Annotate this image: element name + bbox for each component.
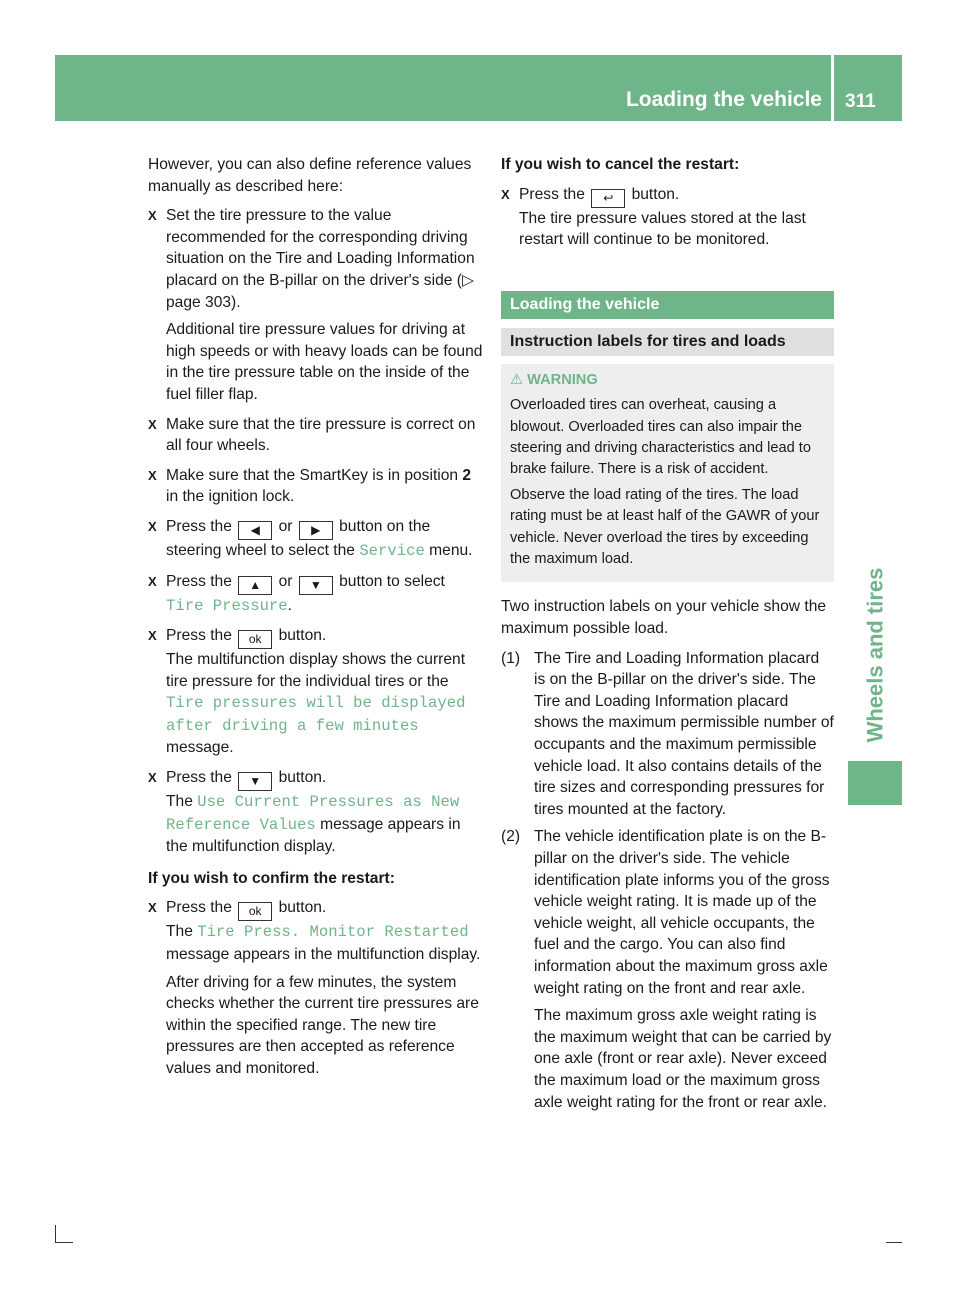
step-item xyxy=(501,184,834,251)
warning-header xyxy=(510,370,826,391)
step-text: The xyxy=(166,923,193,941)
page-title: Loading the vehicle xyxy=(625,88,822,111)
step-item xyxy=(148,414,483,457)
item-text: The vehicle identification plate is on the B-pillar on the driver's side. The vehicle identification plate informs you of the gross vehicle weight rating. It is made up of the vehicle weight, all vehicle occupants, the fuel and the cargo. You can also find information about the maximum gross axle weight rating on the front and rear axle. xyxy=(534,828,830,997)
step-arrow-icon: X xyxy=(148,770,157,786)
step-item xyxy=(148,897,483,1079)
side-tab-label: Wheels and tires xyxy=(862,567,887,743)
subsection-heading: Instruction labels for tires and loads xyxy=(501,328,834,356)
warning-icon: ⚠ xyxy=(510,371,524,388)
step-text: button. xyxy=(278,627,327,645)
left-arrow-key-icon: ◀ xyxy=(238,521,272,540)
cancel-heading: If you wish to cancel the restart: xyxy=(501,156,740,173)
display-message: Tire Press. Monitor Restarted xyxy=(197,923,469,942)
step-text: or xyxy=(278,572,293,590)
step-text: Press the xyxy=(519,185,585,203)
page-ref-icon: ▷ xyxy=(461,271,474,289)
crop-mark xyxy=(886,1242,902,1243)
step-text: button. xyxy=(278,899,327,917)
step-text: Make sure that the SmartKey is in position xyxy=(166,466,463,484)
step-text: The multifunction display shows the current tire pressure for the individual tires or the xyxy=(166,651,466,690)
step-text: button on the steering wheel to select the xyxy=(166,517,431,559)
step-text: Press the xyxy=(166,517,232,535)
crop-mark xyxy=(55,1242,73,1243)
step-arrow-icon: X xyxy=(148,208,157,224)
up-arrow-key-icon: ▲ xyxy=(238,576,272,595)
warning-text: Observe the load rating of the tires. The load rating must be at least half of the GAWR of your vehicle. Never overload the tires by exceeding the maximum load. xyxy=(510,486,820,568)
step-text: message appears in the multifunction display. xyxy=(166,815,461,856)
step-item xyxy=(148,516,483,563)
header-bar xyxy=(55,55,902,121)
step-item xyxy=(148,625,483,759)
step-item: X Press the ▲ or ▼ button to select Tire Pressure. xyxy=(148,572,445,615)
step-arrow-icon: X xyxy=(148,628,157,644)
step-text: button. xyxy=(278,769,327,787)
step-text: button to select xyxy=(339,572,445,590)
warning-label: WARNING xyxy=(527,371,598,388)
labels-intro: Two instruction labels on your vehicle show the maximum possible load. xyxy=(501,598,827,638)
display-message: Use Current Pressures as New Reference Values xyxy=(166,793,460,834)
step-item xyxy=(148,205,483,405)
numbered-item xyxy=(501,648,834,821)
down-arrow-key-icon: ▼ xyxy=(299,576,333,595)
step-text: Press the xyxy=(166,899,232,917)
item-text: The maximum gross axle weight rating is the maximum weight that can be carried by one axle (front or rear axle). Never exceed the maximum load or the maximum gross axle weight rating for the front or rear axle. xyxy=(534,1007,832,1111)
back-key-icon: ↩ xyxy=(591,189,625,208)
step-item xyxy=(148,767,483,858)
step-arrow-icon: X xyxy=(148,518,157,534)
numbered-item xyxy=(501,826,834,1113)
warning-box xyxy=(501,364,834,583)
step-text: Press the xyxy=(166,572,232,590)
step-text: message appears in the multifunction display. xyxy=(166,946,481,964)
step-text: or xyxy=(278,517,293,535)
side-tab xyxy=(845,560,905,750)
right-arrow-key-icon: ▶ xyxy=(299,521,333,540)
header-divider xyxy=(831,55,834,121)
left-column xyxy=(148,154,483,1088)
step-text: The tire pressure values stored at the last restart will continue to be monitored. xyxy=(519,209,806,249)
step-arrow-icon: X xyxy=(148,573,157,589)
step-text: Press the xyxy=(166,769,232,787)
step-arrow-icon: X xyxy=(148,467,157,483)
menu-tire-pressure: Tire Pressure xyxy=(166,596,288,615)
step-text: Make sure that the tire pressure is correct on all four wheels. xyxy=(166,415,476,455)
step-text: in the ignition lock. xyxy=(166,488,295,506)
ok-key-icon: ok xyxy=(238,630,272,649)
confirm-heading: If you wish to confirm the restart: xyxy=(148,869,395,887)
menu-service: Service xyxy=(359,541,425,560)
item-text: The Tire and Loading Information placard is on the B-pillar on the driver's side. The Tire and Loading Information placard shows the maximum permissible number of occupants and the maximum permissible vehicle load. It also contains details of the tire sizes and corresponding pressures for tires mounted at the factory. xyxy=(534,649,834,818)
warning-text: Overloaded tires can overheat, causing a blowout. Overloaded tires can also impair the steering and driving characteristics and lead to brake failure. There is a risk of accident. xyxy=(510,397,811,478)
page-number: 311 xyxy=(845,91,876,112)
step-text: button. xyxy=(631,185,680,203)
step-text: Set the tire pressure to the value recommended for the corresponding driving situation on the Tire and Loading Information placard on the B-pillar on the driver's side ( xyxy=(166,207,475,289)
step-arrow-icon: X xyxy=(148,416,157,432)
right-column xyxy=(501,154,834,1119)
page-ref-link[interactable]: page 303). xyxy=(166,293,241,311)
step-arrow-icon: X xyxy=(501,186,510,202)
ok-key-icon: ok xyxy=(238,902,272,921)
step-text: message. xyxy=(166,739,234,757)
step-item xyxy=(148,465,483,508)
step-arrow-icon: X xyxy=(148,900,157,916)
step-text: menu. xyxy=(429,541,473,559)
step-text: The xyxy=(166,793,193,811)
step-text: Press the xyxy=(166,627,232,645)
item-number: (2) xyxy=(501,828,521,846)
side-tab-marker xyxy=(848,761,902,805)
section-heading: Loading the vehicle xyxy=(501,291,834,319)
down-arrow-key-icon: ▼ xyxy=(238,772,272,791)
display-message: Tire pressures will be displayed after driving a few minutes xyxy=(166,694,466,735)
step-note: After driving for a few minutes, the system checks whether the current tire pressures are within the specified range. The new tire pressures are then accepted as reference values and monitored. xyxy=(166,973,479,1077)
intro-text: However, you can also define reference values manually as described here: xyxy=(148,156,472,195)
ignition-position: 2 xyxy=(462,466,472,484)
item-number: (1) xyxy=(501,649,521,667)
step-note: Additional tire pressure values for driving at high speeds or with heavy loads can be found in the tire pressure table on the inside of the fuel filler flap. xyxy=(166,321,483,403)
crop-mark xyxy=(55,1225,56,1243)
